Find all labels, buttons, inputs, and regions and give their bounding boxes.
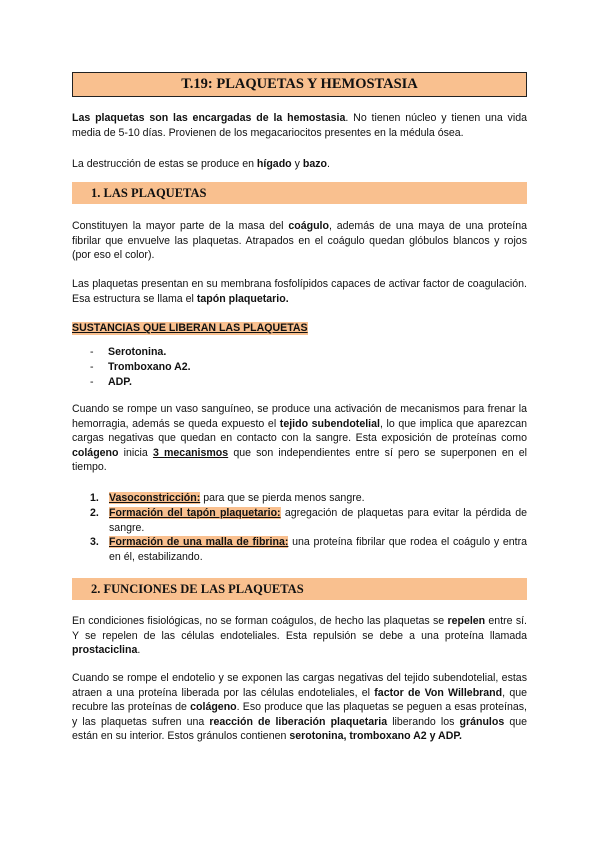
section-heading-plaquetas: 1. LAS PLAQUETAS [72, 182, 527, 204]
mechanism-label: Vasoconstricción: [109, 492, 201, 504]
s2p2-b: factor de Von Willebrand [374, 686, 503, 699]
s1p2-bold: tapón plaquetario. [196, 292, 289, 305]
section2-paragraph-1 [72, 614, 527, 658]
substance-label: Tromboxano A2. [108, 361, 191, 373]
destruction-mid: y [291, 158, 303, 170]
mechanism-text: para que se pierda menos sangre. [200, 492, 365, 504]
substance-item: - Tromboxano A2. [90, 361, 191, 373]
mechanism-text: una proteína fibrilar que rodea el coágulo y entra en él, estabilizando. [109, 536, 528, 563]
s2p1-pre: En condiciones fisiológicas, no se forman coágulos, de hecho las plaquetas se [72, 615, 448, 627]
s2p2-c: , que recubre las proteínas de [72, 686, 527, 714]
section2-paragraph-2 [72, 671, 527, 744]
s2p1-bold2: prostaciclina [72, 644, 138, 657]
s2p2-h: gránulos [459, 715, 505, 728]
substance-label: ADP. [108, 376, 132, 388]
mechanism-label: Formación del tapón plaquetario: [109, 507, 281, 519]
substance-item: - Serotonina. [90, 346, 167, 358]
s1p3-mid2: inicia [118, 446, 153, 459]
s1p3-pre: Cuando se rompe un vaso sanguíneo, se produce una activación de mecanismos para frenar la hemorragia, además se queda expuesto el [72, 403, 527, 430]
s1p3-bold3: 3 mecanismos [152, 446, 229, 459]
substance-item: - ADP. [90, 376, 132, 388]
mechanism-item [90, 491, 527, 506]
destruction-pre: La destrucción de estas se produce en [72, 158, 257, 170]
intro-lead: Las plaquetas son las encargadas de la hemostasia [72, 112, 346, 124]
substance-label: Serotonina. [108, 346, 167, 358]
mechanism-text: agregación de plaquetas para evitar la pérdida de sangre. [109, 507, 528, 534]
mechanism-item [90, 535, 527, 564]
mechanism-number: 2. [90, 507, 99, 519]
destruction-end: . [326, 158, 330, 170]
s2p2-i: que están en su interior. Estos gránulos contienen [72, 715, 527, 743]
mechanism-label: Formación de una malla de fibrina: [109, 536, 289, 548]
organ-liver: hígado [256, 158, 292, 170]
destruction-paragraph [72, 157, 527, 172]
s1p3-end: que son independientes entre sí pero se superponen en el tiempo. [72, 446, 527, 474]
mechanism-item [90, 506, 527, 535]
s1p3-mid: , lo que implica que aparezcan cargas negativas que quedan en contacto con la sangre. Esta exposición de proteínas como [72, 417, 527, 445]
s2p2-f: reacción de liberación plaquetaria [209, 715, 388, 728]
mechanism-number: 1. [90, 492, 99, 504]
s2p2-j: serotonina, tromboxano A2 y ADP. [289, 730, 462, 743]
mechanism-number: 3. [90, 536, 99, 548]
s2p2-g: liberando los [387, 715, 460, 728]
section1-paragraph-2 [72, 277, 527, 306]
s1p3-bold1: tejido subendotelial [279, 417, 380, 430]
s1p1-rest: , además de una maya de una proteína fibrilar que envuelve las plaquetas. Atrapados en el coágulo quedan glóbulos blancos y rojos (por eso el color). [72, 220, 527, 262]
section-heading-funciones: 2. FUNCIONES DE LAS PLAQUETAS [72, 578, 527, 600]
substances-subheading: SUSTANCIAS QUE LIBERAN LAS PLAQUETAS [72, 322, 308, 334]
section1-paragraph-3 [72, 402, 527, 475]
intro-paragraph [72, 111, 527, 140]
s2p1-bold1: repelen [447, 615, 486, 627]
s1p1-bold: coágulo [288, 220, 329, 232]
s1p2-pre: Las plaquetas presentan en su membrana fosfolípidos capaces de activar factor de coagulación. Esa estructura se llama el [72, 278, 527, 305]
section1-paragraph-1 [72, 219, 527, 263]
organ-spleen: bazo [302, 158, 327, 170]
s2p1-mid: entre sí. Y se repelen de las células endoteliales. Esta repulsión se debe a una proteína llamada [72, 615, 527, 642]
s2p2-a: Cuando se rompe el endotelio y se exponen las cargas negativas del tejido subendotelial, estas atraen a una proteína liberada por las células endoteliales, el [72, 672, 527, 699]
s1p1-pre: Constituyen la mayor parte de la masa del [72, 220, 289, 232]
s1p3-bold2: colágeno [72, 446, 119, 459]
s2p2-d: colágeno [190, 701, 237, 714]
s2p2-e: . Eso produce que las plaquetas se peguen a esas proteínas, y las plaquetas sufren una [72, 701, 527, 728]
intro-rest: . No tienen núcleo y tienen una vida media de 5-10 días. Provienen de los megacariocitos presentes en la médula ósea. [72, 112, 527, 139]
document-title: T.19: PLAQUETAS Y HEMOSTASIA [72, 72, 527, 97]
s2p1-end: . [137, 644, 141, 657]
